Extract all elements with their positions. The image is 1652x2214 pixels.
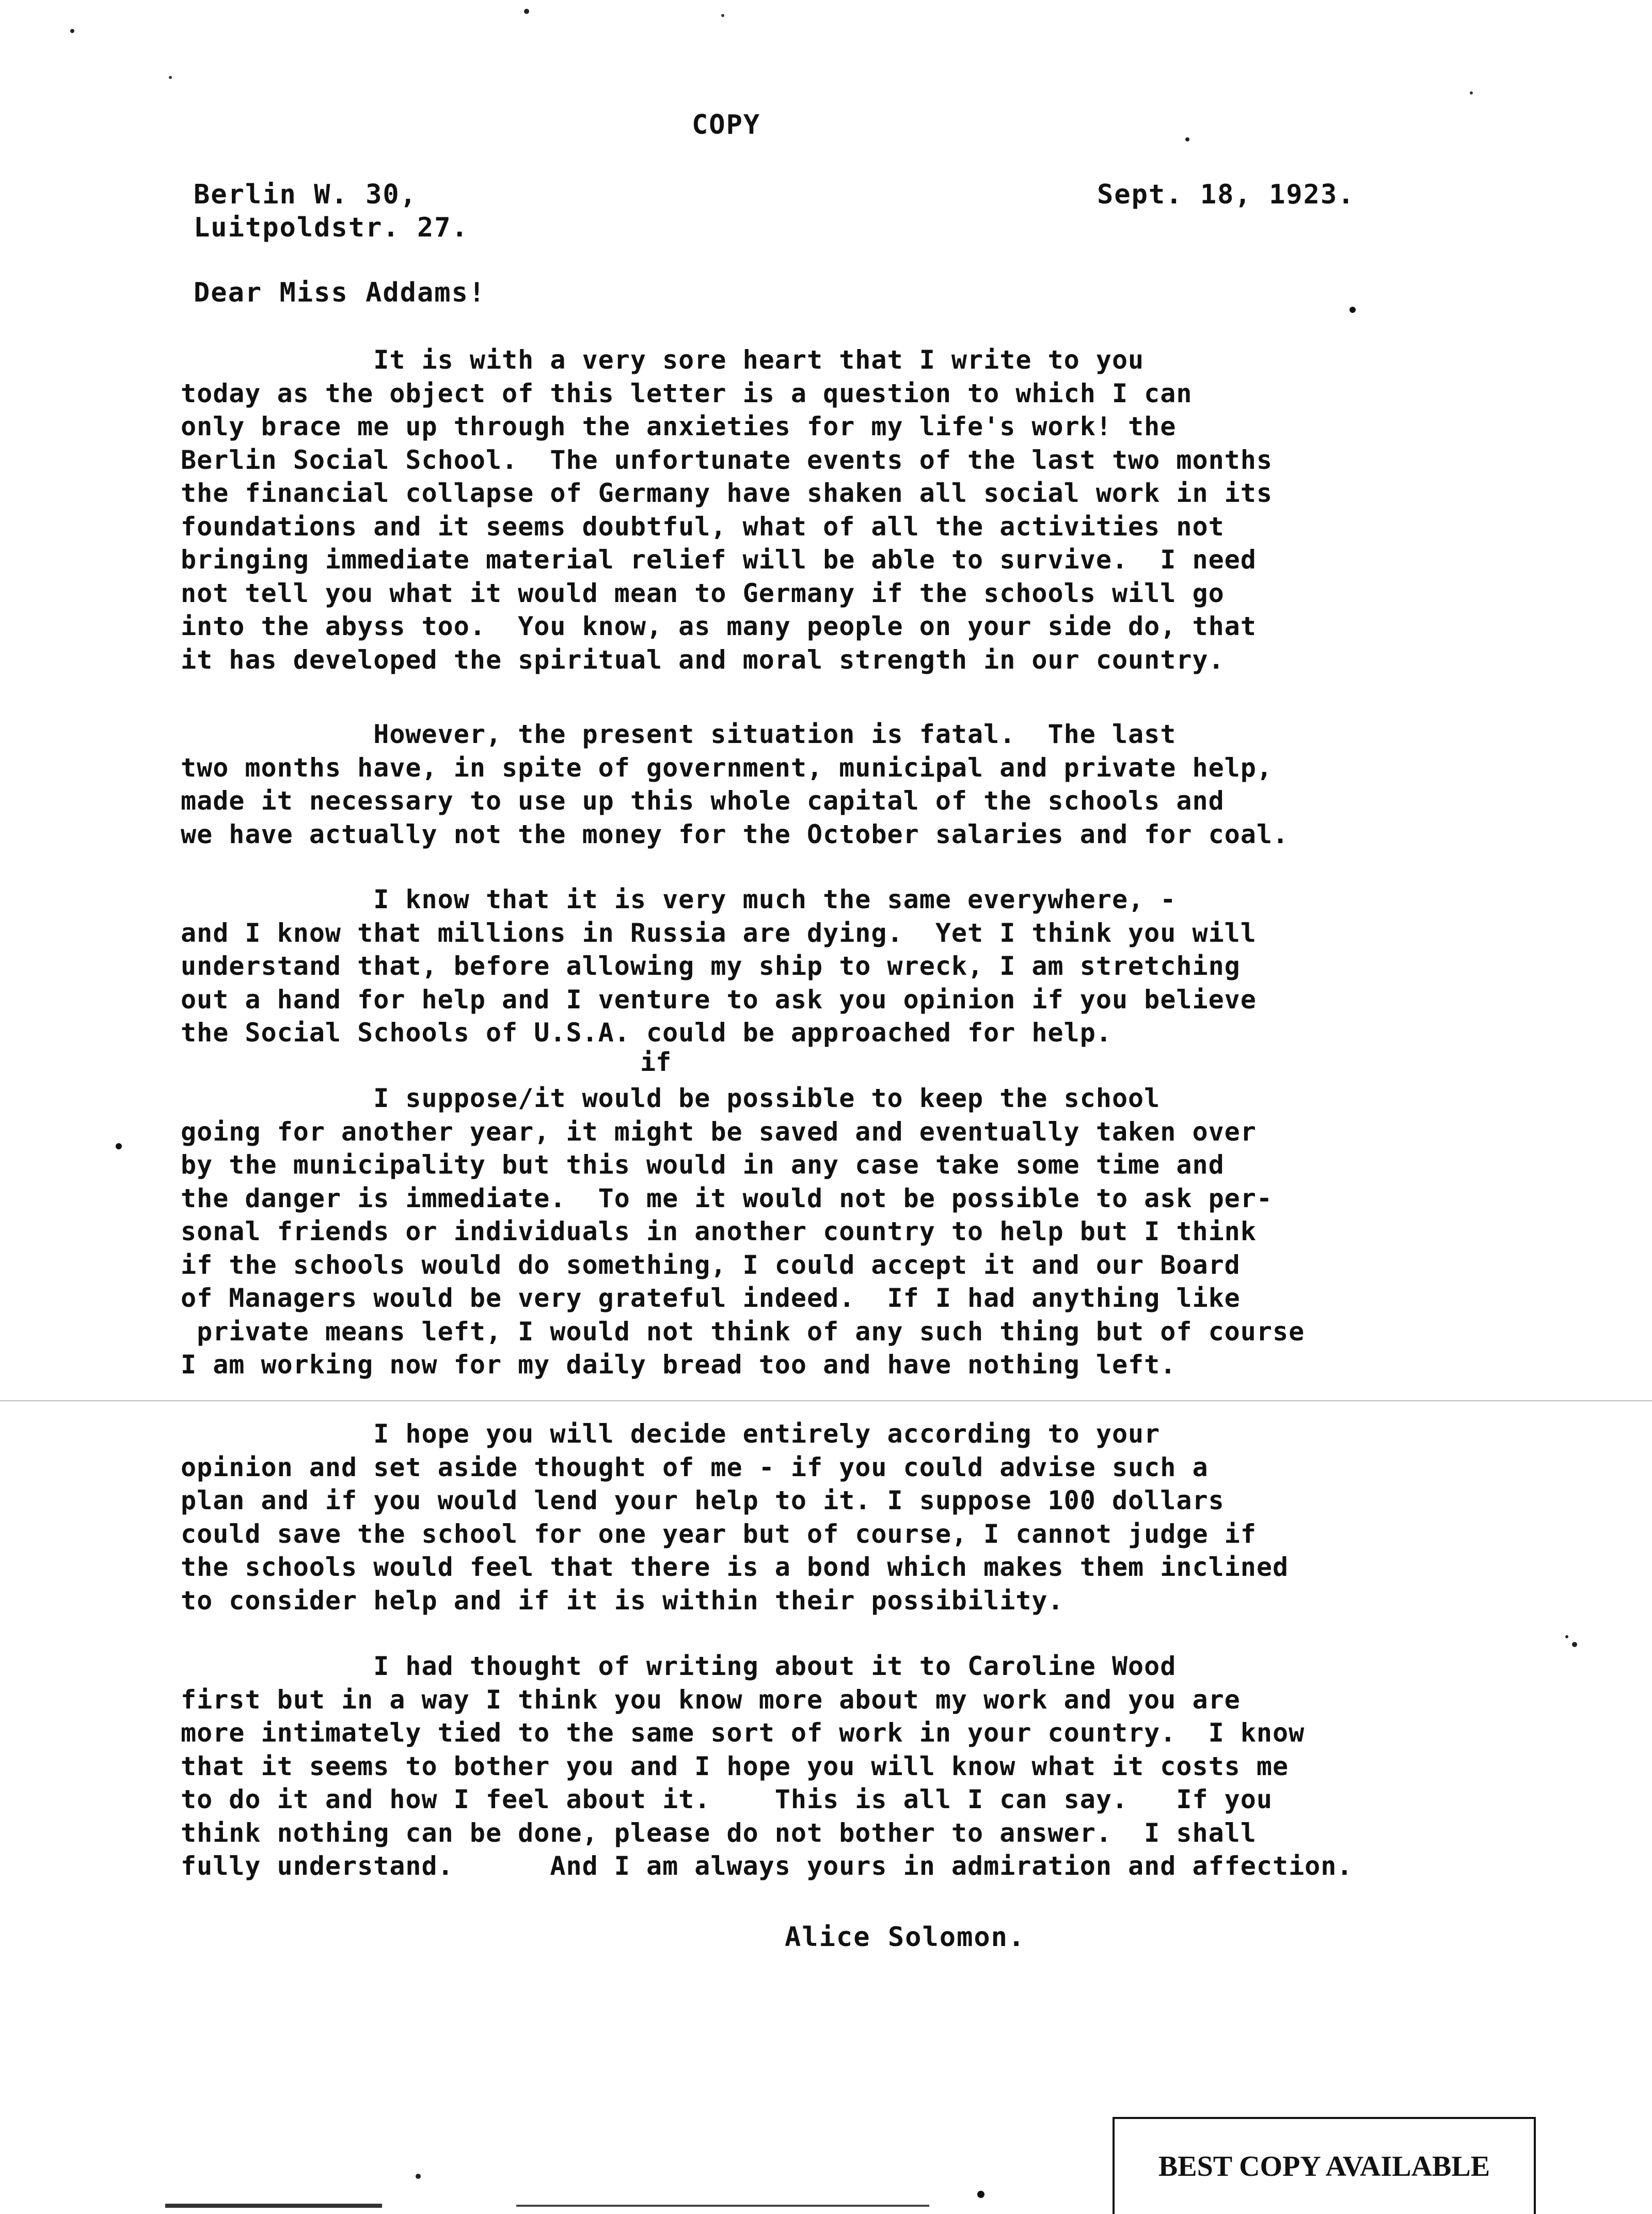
body-paragraph-5: I hope you will decide entirely according to your opinion and set aside thought of me - if you could advise such a plan and if you would lend your help to it. I suppose 100 dollars could save the school for one year but of course, I cannot judge if the schools would feel that there is a bond which makes them inclined to consider help and if it is within their possibility. — [181, 1419, 1289, 1616]
handwritten-insertion: if — [640, 1047, 672, 1077]
signature: Alice Solomon. — [785, 1922, 1026, 1953]
letter-date: Sept. 18, 1923. — [1097, 179, 1355, 210]
sender-address-line-2: Luitpoldstr. 27. — [194, 212, 469, 243]
page-fold-line — [0, 1400, 1652, 1401]
body-paragraph-3: I know that it is very much the same everywhere, - and I know that millions in Russia are dying. Yet I think you will understand that, before allowing my ship to wreck, I am stretching out a hand for help and I venture to ask you opinion if you believe the Social Schools of U.S.A. could be approached for help. — [181, 884, 1257, 1048]
salutation: Dear Miss Addams! — [194, 277, 486, 308]
body-paragraph-2: However, the present situation is fatal. The last two months have, in spite of government, municipal and private help, made it necessary to use up this whole capital of the schools and we have actually not the money for the October salaries and for coal. — [181, 719, 1289, 849]
body-paragraph-6: I had thought of writing about it to Caroline Wood first but in a way I think you know more about my work and you are more intimately tied to the same sort of work in your country. I know that it seems to bother you and I hope you will know what it costs me to do it and how I feel about it. This is all I can say. If you think nothing can be done, please do not bother to answer. I shall fully understand. And I am always yours in admiration and affection. — [181, 1651, 1353, 1881]
best-copy-stamp — [1113, 2117, 1536, 2214]
body-paragraph-1: It is with a very sore heart that I write to you today as the object of this letter is a question to which I can only brace me up through the anxieties for my life's work! the Berlin Social School. The unfortunate events of the last two months the financial collapse of Germany have shaken all social work in its foundations and it seems doubtful, what of all the activities not bringing immediate material relief will be able to survive. I need not tell you what it would mean to Germany if the schools will go into the abyss too. You know, as many people on your side do, that it has developed the spiritual and moral strength in our country. — [181, 345, 1273, 675]
best-copy-stamp-label: BEST COPY AVAILABLE — [1158, 2150, 1490, 2183]
body-paragraph-4: I suppose/it would be possible to keep the school going for another year, it might be saved and eventually taken over by the municipality but this would in any case take some time and the danger is immediate. To me it would not be possible to ask per- sonal friends or individuals in another country to help but I think if the schools would do something, I could accept it and our Board of Managers would be very grateful indeed. If I had anything like private means left, I would not think of any such thing but of course I am working now for my daily bread too and have nothing left. — [181, 1083, 1305, 1380]
copy-heading: COPY — [692, 109, 761, 140]
sender-address-line-1: Berlin W. 30, — [194, 179, 417, 210]
